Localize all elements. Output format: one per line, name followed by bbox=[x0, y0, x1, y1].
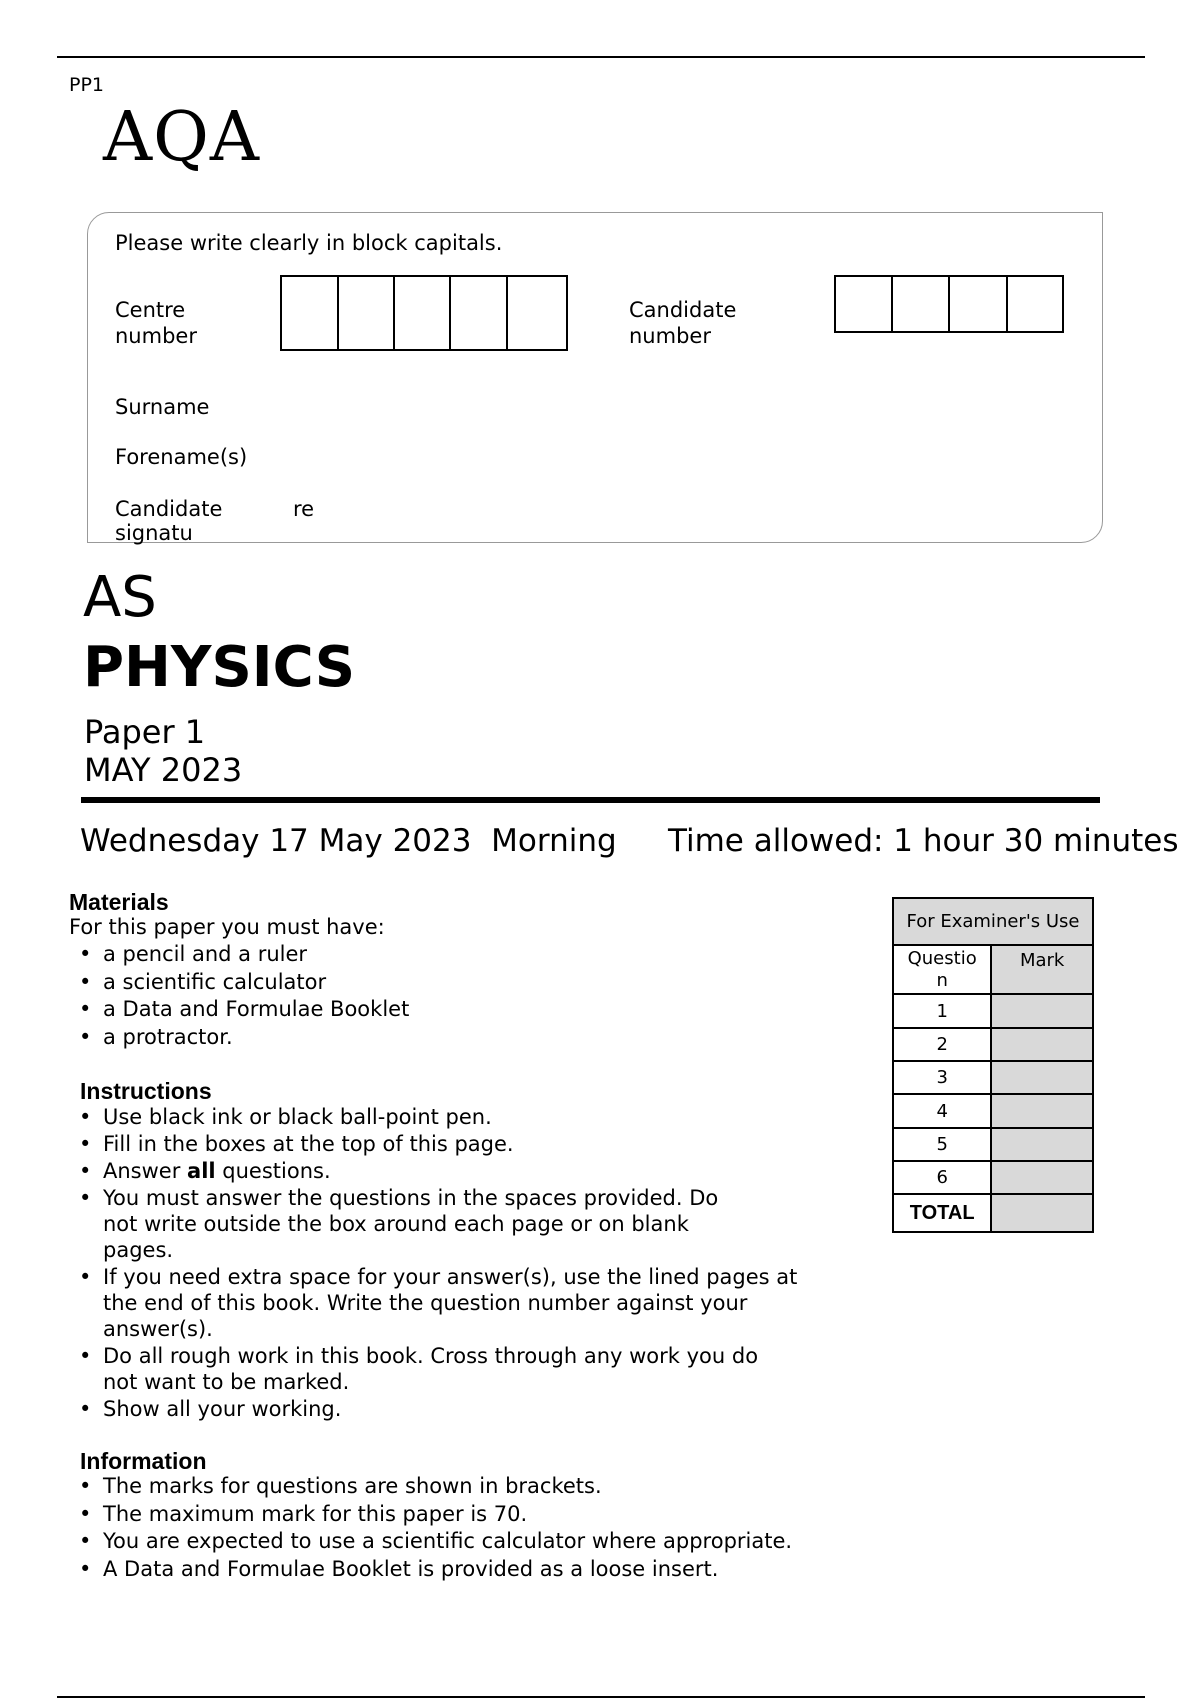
surname-label: Surname bbox=[115, 395, 210, 419]
forenames-label: Forename(s) bbox=[115, 445, 248, 469]
list-item: • A Data and Formulae Booklet is provided as a loose insert. bbox=[79, 1556, 792, 1584]
centre-number-digit-1[interactable] bbox=[282, 277, 339, 349]
subject-title: PHYSICS bbox=[83, 635, 356, 700]
centre-number-digit-3[interactable] bbox=[395, 277, 451, 349]
mark-cell[interactable] bbox=[991, 1061, 1093, 1094]
mark-cell[interactable] bbox=[991, 1094, 1093, 1128]
list-item: • a Data and Formulae Booklet bbox=[79, 996, 409, 1024]
question-number: 1 bbox=[893, 994, 991, 1028]
candidate-signature-label-suffix: re bbox=[293, 497, 315, 521]
question-column-header: Questio n bbox=[893, 945, 991, 994]
question-number: 3 bbox=[893, 1061, 991, 1094]
candidate-details-box bbox=[87, 212, 1103, 543]
paper-code: PP1 bbox=[69, 74, 105, 96]
centre-number-label: Centre number bbox=[115, 298, 197, 348]
top-rule bbox=[57, 56, 1145, 58]
materials-list bbox=[79, 941, 409, 1051]
centre-number-digit-2[interactable] bbox=[339, 277, 395, 349]
title-divider bbox=[81, 797, 1100, 803]
aqa-logo: AQA bbox=[103, 98, 260, 177]
list-item: • Fill in the boxes at the top of this page. bbox=[79, 1131, 797, 1157]
materials-intro: For this paper you must have: bbox=[69, 915, 385, 939]
list-item: • a scientific calculator bbox=[79, 969, 409, 997]
candidate-signature-label: Candidate signatu bbox=[115, 497, 223, 545]
question-number: 6 bbox=[893, 1161, 991, 1194]
paper-number: Paper 1 bbox=[84, 713, 206, 751]
candidate-number-boxes bbox=[834, 275, 1064, 333]
total-label: TOTAL bbox=[893, 1194, 991, 1232]
candidate-number-digit-1[interactable] bbox=[836, 277, 893, 331]
list-item: • You must answer the questions in the spaces provided. Do not write outside the box around each page or on blank pages. bbox=[79, 1185, 797, 1263]
candidate-number-label: Candidate number bbox=[629, 298, 737, 348]
qualification-level: AS bbox=[83, 565, 157, 630]
list-item: • The marks for questions are shown in brackets. bbox=[79, 1473, 792, 1501]
examiners-use-title: For Examiner's Use bbox=[893, 898, 1093, 945]
list-item: • You are expected to use a scientific calculator where appropriate. bbox=[79, 1528, 792, 1556]
information-heading: Information bbox=[80, 1448, 207, 1474]
mark-cell[interactable] bbox=[991, 1028, 1093, 1061]
list-item: • Answer all questions. bbox=[79, 1158, 797, 1184]
mark-cell[interactable] bbox=[991, 1128, 1093, 1161]
candidate-number-digit-4[interactable] bbox=[1008, 277, 1062, 331]
block-capitals-instruction: Please write clearly in block capitals. bbox=[115, 231, 503, 255]
question-number: 2 bbox=[893, 1028, 991, 1061]
bottom-rule bbox=[57, 1696, 1145, 1698]
question-number: 5 bbox=[893, 1128, 991, 1161]
total-mark-cell[interactable] bbox=[991, 1194, 1093, 1232]
exam-date: Wednesday 17 May 2023 Morning bbox=[80, 823, 617, 859]
list-item: • If you need extra space for your answer(s), use the lined pages at the end of this book. Write the question number against your answer(s). bbox=[79, 1264, 797, 1342]
examiners-use-table bbox=[892, 897, 1094, 1233]
candidate-number-digit-2[interactable] bbox=[893, 277, 950, 331]
list-item: • The maximum mark for this paper is 70. bbox=[79, 1501, 792, 1529]
instructions-heading: Instructions bbox=[80, 1078, 212, 1104]
centre-number-digit-4[interactable] bbox=[451, 277, 508, 349]
centre-number-digit-5[interactable] bbox=[508, 277, 566, 349]
mark-cell[interactable] bbox=[991, 994, 1093, 1028]
mark-cell[interactable] bbox=[991, 1161, 1093, 1194]
centre-number-boxes bbox=[280, 275, 568, 351]
list-item: • Do all rough work in this book. Cross through any work you do not want to be marked. bbox=[79, 1343, 797, 1395]
question-number: 4 bbox=[893, 1094, 991, 1128]
list-item: • a protractor. bbox=[79, 1024, 409, 1052]
instructions-list bbox=[79, 1104, 797, 1423]
exam-session: MAY 2023 bbox=[84, 751, 243, 789]
information-list bbox=[79, 1473, 792, 1583]
candidate-number-digit-3[interactable] bbox=[950, 277, 1008, 331]
time-allowed: Time allowed: 1 hour 30 minutes bbox=[668, 823, 1179, 859]
mark-column-header: Mark bbox=[991, 945, 1093, 994]
list-item: • a pencil and a ruler bbox=[79, 941, 409, 969]
materials-heading: Materials bbox=[69, 889, 169, 915]
list-item: • Use black ink or black ball-point pen. bbox=[79, 1104, 797, 1130]
list-item: • Show all your working. bbox=[79, 1396, 797, 1422]
